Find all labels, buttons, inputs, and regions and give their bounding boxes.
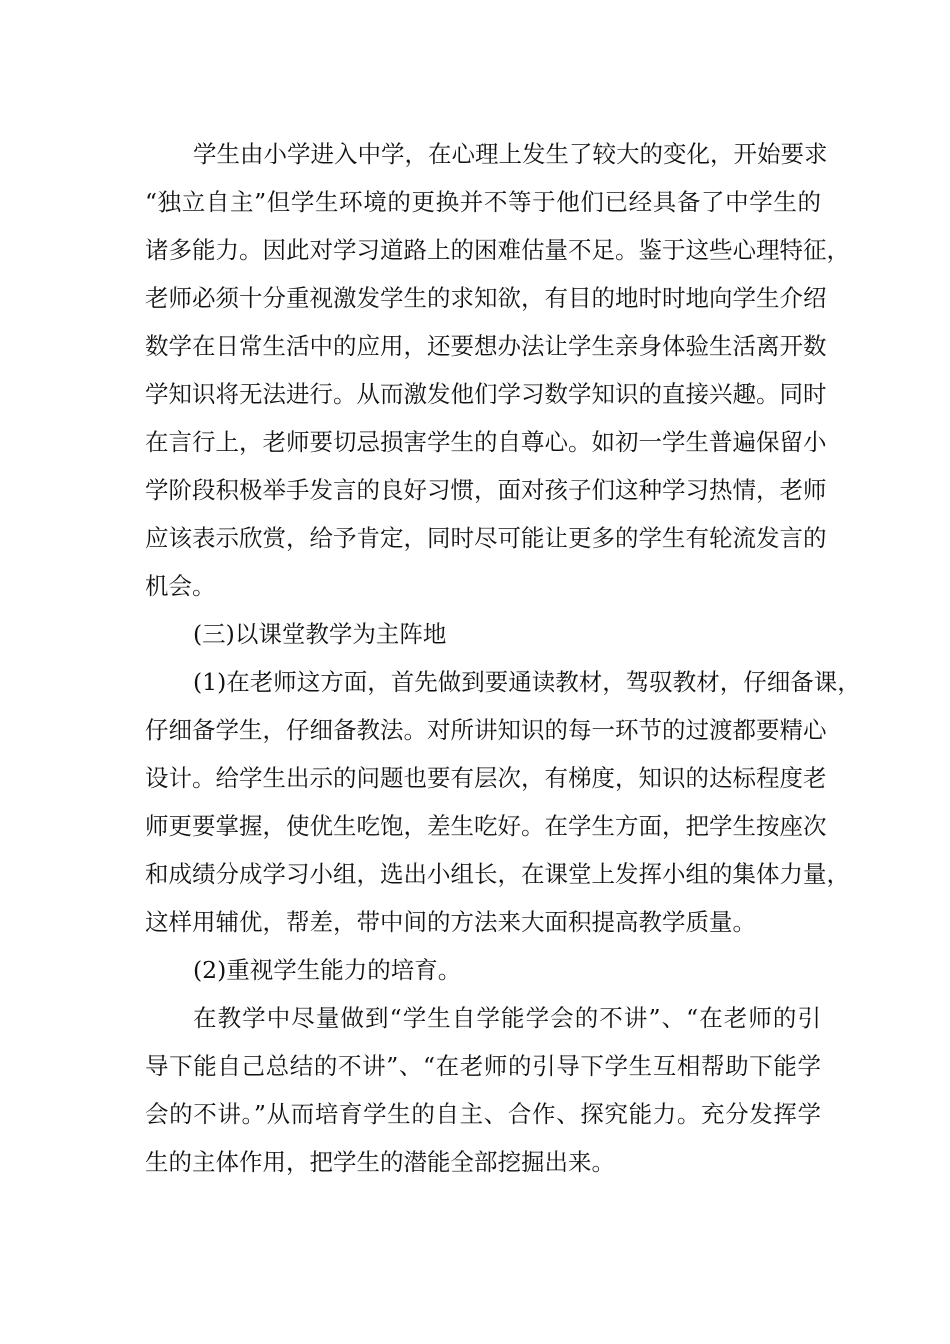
section-heading: (三)以课堂教学为主阵地 — [193, 620, 447, 648]
text-line: 学生由小学进入中学，在心理上发生了较大的变化，开始要求 — [193, 140, 828, 168]
subsection-heading: (2)重视学生能力的培育。 — [193, 956, 462, 984]
text-line: 生的主体作用，把学生的潜能全部挖掘出来。 — [145, 1148, 615, 1176]
text-line: 会的不讲。”从而培育学生的自主、合作、探究能力。充分发挥学 — [145, 1100, 821, 1128]
text-line: 在言行上，老师要切忌损害学生的自尊心。如初一学生普遍保留小 — [145, 428, 827, 456]
text-line: 仔细备学生，仔细备教法。对所讲知识的每一环节的过渡都要精心 — [145, 716, 827, 744]
text-line: 应该表示欣赏，给予肯定，同时尽可能让更多的学生有轮流发言的 — [145, 524, 827, 552]
text-line: 师更要掌握，使优生吃饱，差生吃好。在学生方面，把学生按座次 — [145, 812, 827, 840]
text-line: 机会。 — [145, 572, 216, 600]
text-line: 在教学中尽量做到“学生自学能学会的不讲”、“在老师的引 — [193, 1004, 821, 1032]
text-line: 学阶段积极举手发言的良好习惯，面对孩子们这种学习热情，老师 — [145, 476, 827, 504]
text-line: 和成绩分成学习小组，选出小组长，在课堂上发挥小组的集体力量， — [145, 860, 850, 888]
text-line: 设计。给学生出示的问题也要有层次，有梯度，知识的达标程度老 — [145, 764, 827, 792]
text-line: “独立自主”但学生环境的更换并不等于他们已经具备了中学生的 — [145, 188, 821, 216]
text-line: 学知识将无法进行。从而激发他们学习数学知识的直接兴趣。同时 — [145, 380, 827, 408]
text-line: 数学在日常生活中的应用，还要想办法让学生亲身体验生活离开数 — [145, 332, 827, 360]
text-line: 老师必须十分重视激发学生的求知欲，有目的地时时地向学生介绍 — [145, 284, 827, 312]
text-line: (1)在老师这方面，首先做到要通读教材，驾驭教材，仔细备课， — [193, 668, 861, 696]
text-line: 诸多能力。因此对学习道路上的困难估量不足。鉴于这些心理特征， — [145, 236, 850, 264]
text-line: 这样用辅优，帮差，带中间的方法来大面积提高教学质量。 — [145, 908, 756, 936]
text-line: 导下能自己总结的不讲”、“在老师的引导下学生互相帮助下能学 — [145, 1052, 821, 1080]
